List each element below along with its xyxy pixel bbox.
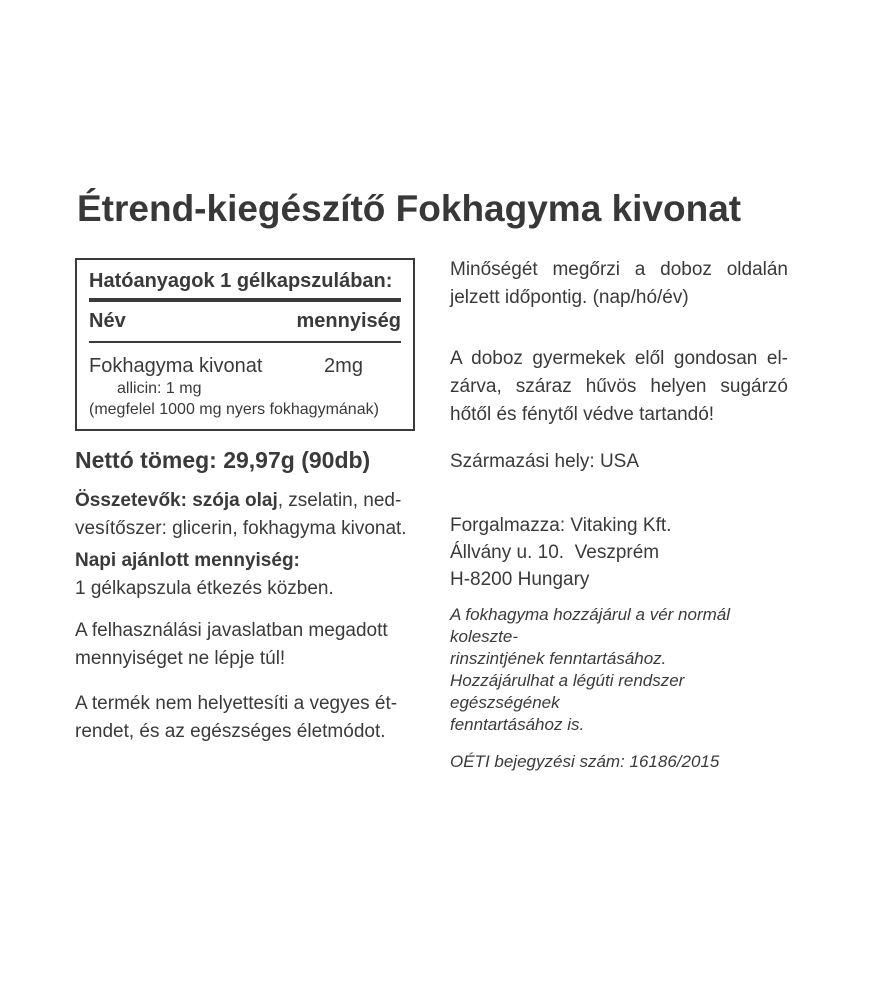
daily-dose-line: 1 gélkapszula étkezés közben. — [75, 578, 334, 599]
registration-line — [450, 751, 788, 773]
claims-line-3: Hozzájárulhat a légúti rendszer egészségének — [450, 671, 690, 712]
active-ingredients-table — [75, 258, 415, 431]
net-weight: Nettó tömeg: 29,97g (90db) — [75, 447, 371, 473]
ingredients-regular-part: , zselatin, ned- — [277, 490, 402, 511]
storage-line-2: zárva, száraz hűvös helyen sugárzó — [450, 376, 788, 397]
quality-line-1: Minőségét megőrzi a doboz oldalán — [450, 259, 788, 280]
allicin-note: allicin: 1 mg — [117, 380, 202, 397]
health-claims-paragraph — [450, 604, 788, 736]
claims-line-2: rinszintjének fenntartásához. — [450, 649, 667, 668]
ingredients-bold-part: Összetevők: szója olaj — [75, 490, 278, 511]
storage-line-3: hőtől és fénytől védve tartandó! — [450, 404, 715, 425]
ingredients-line-2: vesítőszer: glicerin, fokhagyma kivonat. — [75, 518, 407, 539]
table-header: Hatóanyagok 1 gélkapszulában: — [89, 270, 393, 292]
ingredient-name: Fokhagyma kivonat — [89, 355, 263, 377]
quality-paragraph — [450, 256, 788, 312]
distributor-paragraph — [450, 512, 788, 593]
registration-text: OÉTI bejegyzési szám: 16186/2015 — [450, 752, 720, 771]
storage-line-1: A doboz gyermekek elől gondosan el- — [450, 348, 788, 369]
warning-line-2: mennyiséget ne lépje túl! — [75, 648, 286, 669]
claims-line-4: fenntartásához is. — [450, 715, 585, 734]
origin-text: Származási hely: USA — [450, 451, 640, 472]
table-column-header-row — [89, 302, 401, 341]
warning-line-1: A felhasználási javaslatban megadott — [75, 620, 388, 641]
ingredients-paragraph — [75, 487, 415, 543]
claims-line-1: A fokhagyma hozzájárul a vér normál koleszte- — [450, 605, 735, 646]
lifestyle-line-2: rendet, és az egészséges életmódot. — [75, 721, 386, 742]
column-header-name: Név — [89, 310, 126, 332]
dosage-warning-paragraph — [75, 617, 415, 673]
distributor-line-1: Forgalmazza: Vitaking Kft. — [450, 515, 672, 536]
ingredients-line-1 — [75, 487, 415, 515]
right-column — [450, 256, 788, 773]
table-row — [89, 343, 401, 378]
lifestyle-line-1: A termék nem helyettesíti a vegyes ét- — [75, 693, 398, 714]
lifestyle-paragraph — [75, 690, 415, 746]
storage-paragraph — [450, 345, 788, 429]
quality-line-2: jelzett időpontig. (nap/hó/év) — [450, 287, 689, 308]
column-header-quantity: mennyiség — [296, 310, 401, 332]
daily-dose-heading: Napi ajánlott mennyiség: — [75, 550, 300, 571]
equivalence-note: (megfelel 1000 mg nyers fokhagymának) — [89, 401, 379, 418]
origin-line — [450, 448, 788, 476]
product-title: Étrend-kiegészítő Fokhagyma kivonat — [77, 188, 742, 229]
distributor-line-3: H-8200 Hungary — [450, 569, 590, 590]
distributor-line-2: Állvány u. 10. Veszprém — [450, 542, 660, 563]
daily-dose-paragraph — [75, 547, 415, 603]
ingredient-quantity: 2mg — [324, 355, 363, 377]
left-column — [75, 258, 415, 746]
